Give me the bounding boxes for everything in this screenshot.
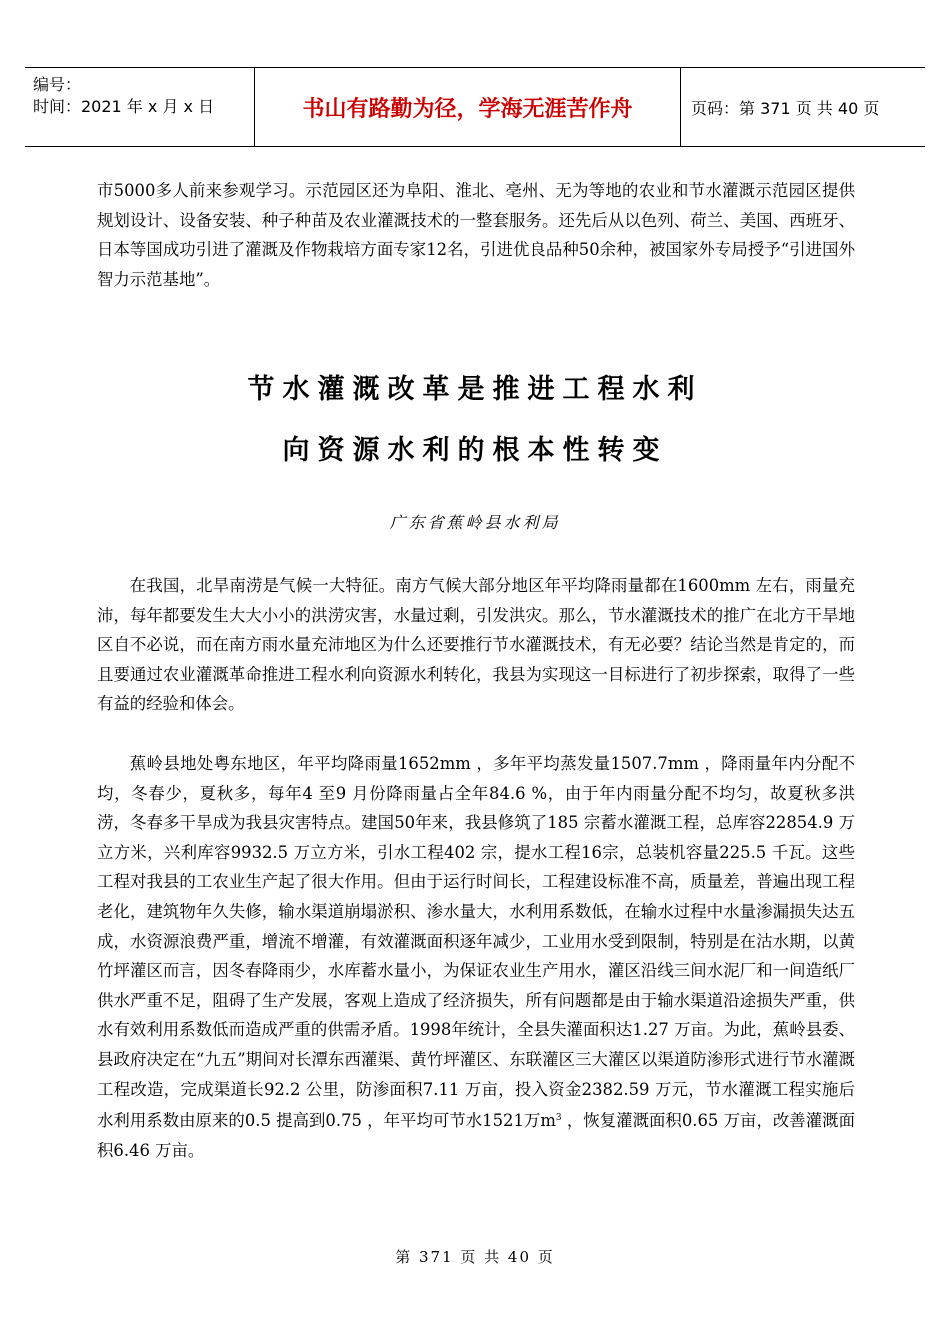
body-paragraph-2-text: 蕉岭县地处粤东地区，年平均降雨量1652mm ，多年平均蒸发量1507.7mm ，降雨量年内分配不均，冬春少，夏秋多，每年4 至9 月份降雨量占全年84.6 %，由于年内雨量分配不均匀，故夏秋多洪涝，冬春多干旱成为我县灾害特点。建国50年来，我县修筑了185 宗蓄水灌溉工程，总库容22854.9 万立方米，兴利库容9932.5 万立方米，引水工程402 宗，提水工程16宗，总装机容量225.5 千瓦。这些工程对我县的工农业生产起了很大作用。但由于运行时间长，工程建设标准不高，质量差，普遍出现工程老化，建筑物年久失修，输水渠道崩塌淤积、渗水量大，水利用系数低，在输水过程中水量渗漏损失达五成，水资源浪费严重，增流不增灌，有效灌溉面积逐年减少，工业用水受到限制，特别是在沽水期，以黄竹坪灌区而言，因冬春降雨少，水库蓄水量小，为保证农业生产用水，灌区沿线三间水泥厂和一间造纸厂供水严重不足，阻碍了生产发展，客观上造成了经济损失，所有问题都是由于输水渠道沿途损失严重，供水有效利用系数低而造成严重的供需矛盾。1998年统计，全县失灌面积达1.27 万亩。为此，蕉岭县委、县政府决定在“九五”期间对长潭东西灌渠、黄竹坪灌区、东联灌区三大灌区以渠道防渗形式进行节水灌溉工程改造，完成渠道长92.2 公里，防渗面积7.11 万亩，投入资金2382.59 万元，节水灌溉工程实施后水利用系数由原来的0.5 提高到0.75 ，年平均可节水1521万m bbox=[97, 754, 855, 1131]
header-page-cell bbox=[681, 68, 925, 146]
header-meta-cell bbox=[25, 68, 255, 146]
article-author: 广东省蕉岭县水利局 bbox=[389, 513, 561, 532]
time-label: 时间：2021 年 x 月 x 日 bbox=[33, 97, 215, 116]
continuation-paragraph: 市5000多人前来参观学习。示范园区还为阜阳、淮北、亳州、无为等地的农业和节水灌溉示范园区提供规划设计、设备安装、种子种苗及农业灌溉技术的一整套服务。还先后从以色列、荷兰、美国、西班牙、日本等国成功引进了灌溉及作物栽培方面专家12名，引进优良品种50余种，被国家外专局授予“引进国外智力示范基地”。 bbox=[97, 181, 855, 289]
article-title-line-2: 向资源水利的根本性转变 bbox=[282, 435, 668, 466]
body-paragraph-2-tail: ，恢复灌溉面积0.65 万亩，改善灌溉面积6.46 万亩。 bbox=[97, 1111, 855, 1160]
article-title-line-1: 节水灌溉改革是推进工程水利 bbox=[247, 374, 703, 405]
page-footer: 第 371 页 共 40 页 bbox=[395, 1248, 555, 1266]
number-label: 编号： bbox=[33, 75, 82, 94]
header-motto-cell bbox=[255, 68, 681, 146]
superscript-3: 3 bbox=[555, 1113, 562, 1124]
body-paragraph-2 bbox=[97, 749, 855, 1165]
header-table bbox=[25, 67, 925, 147]
page-label: 页码：第 371 页 共 40 页 bbox=[691, 99, 880, 118]
motto: 书山有路勤为径，学海无涯苦作舟 bbox=[302, 97, 633, 122]
body-paragraph-1: 在我国，北旱南涝是气候一大特征。南方气候大部分地区年平均降雨量都在1600mm 左右，雨量充沛，每年都要发生大大小小的洪涝灾害，水量过剩，引发洪灾。那么，节水灌溉技术的推广在北方干旱地区自不必说，而在南方雨水量充沛地区为什么还要推行节水灌溉技术，有无必要？结论当然是肯定的，而且要通过农业灌溉革命推进工程水利向资源水利转化，我县为实现这一目标进行了初步探索，取得了一些有益的经验和体会。 bbox=[97, 576, 855, 714]
